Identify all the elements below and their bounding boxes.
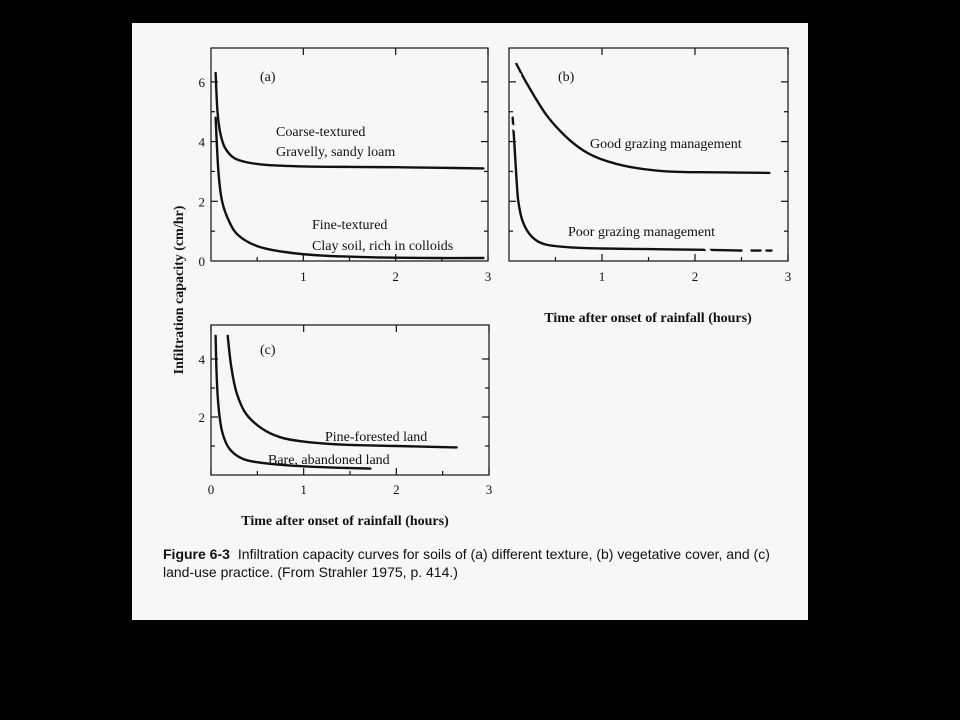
figure-caption-text: Infiltration capacity curves for soils of (a) different texture, (b) vegetative cover, and (c) land-use practice. (From Strahler 1975, p. 414.) bbox=[163, 546, 770, 580]
series-label-b2: Poor grazing management bbox=[568, 225, 715, 240]
y-tick-label: 2 bbox=[198, 194, 205, 210]
series-label-b1: Good grazing management bbox=[590, 137, 742, 152]
y-tick-label: 2 bbox=[198, 410, 205, 425]
figure-label: Figure 6-3 bbox=[163, 546, 230, 562]
y-tick-label: 0 bbox=[198, 254, 205, 269]
figure-caption bbox=[163, 545, 803, 581]
x-axis-label: Time after onset of rainfall (hours) bbox=[544, 311, 752, 326]
y-tick-label: 4 bbox=[198, 134, 205, 150]
x-tick-label: 0 bbox=[207, 482, 215, 497]
series-label-a2: Fine-textured bbox=[312, 218, 388, 233]
x-tick-label: 1 bbox=[300, 269, 307, 284]
series-label-c1: Pine-forested land bbox=[325, 430, 428, 445]
series-label-a2: Clay soil, rich in colloids bbox=[312, 239, 454, 254]
series-label-a1: Gravelly, sandy loam bbox=[276, 145, 396, 160]
panel-b-label: (b) bbox=[558, 70, 575, 85]
panel-a-label: (a) bbox=[260, 70, 276, 85]
x-tick-label: 1 bbox=[598, 269, 606, 284]
x-tick-label: 2 bbox=[691, 269, 699, 284]
series-line-b1 bbox=[516, 64, 769, 173]
x-tick-label: 1 bbox=[300, 482, 307, 497]
series-label-a1: Coarse-textured bbox=[276, 125, 366, 140]
x-tick-label: 3 bbox=[784, 269, 792, 284]
panel-c bbox=[199, 325, 493, 529]
x-tick-label: 3 bbox=[484, 269, 492, 284]
x-tick-label: 3 bbox=[485, 482, 493, 497]
y-axis-label: Infiltration capacity (cm/hr) bbox=[172, 205, 187, 375]
series-label-c2: Bare, abandoned land bbox=[268, 453, 390, 468]
x-axis-label: Time after onset of rainfall (hours) bbox=[241, 514, 449, 529]
y-tick-label: 6 bbox=[198, 74, 205, 90]
panel-c-label: (c) bbox=[260, 343, 276, 358]
x-tick-label: 2 bbox=[393, 482, 400, 497]
x-tick-label: 2 bbox=[392, 269, 399, 284]
panel-a bbox=[199, 48, 492, 284]
panel-b bbox=[509, 48, 791, 326]
series-dash-gap bbox=[511, 126, 517, 130]
y-tick-label: 4 bbox=[198, 352, 205, 367]
